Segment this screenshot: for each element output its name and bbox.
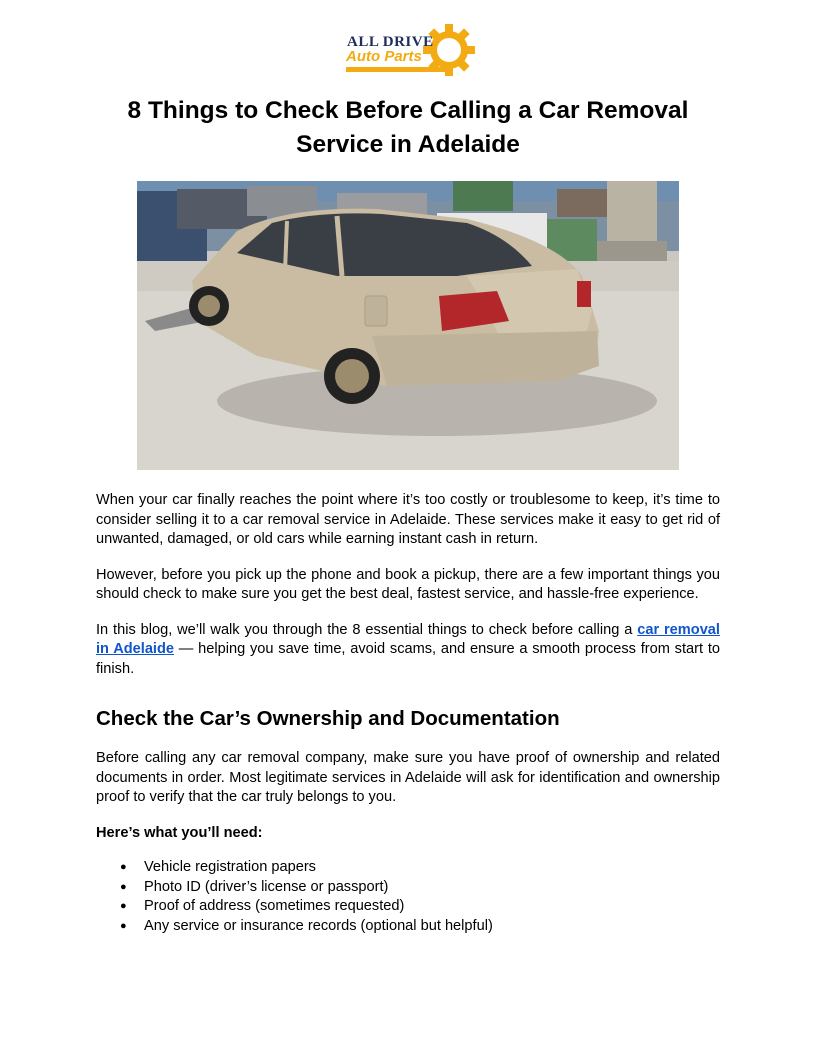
page-title: 8 Things to Check Before Calling a Car Removal Service in Adelaide	[127, 97, 689, 158]
car-photo	[137, 181, 679, 470]
list-item: ● Photo ID (driver’s license or passport)	[144, 878, 720, 898]
needs-label: Here’s what you’ll need:	[96, 824, 263, 841]
section-heading-ownership: Check the Car’s Ownership and Documentation	[96, 707, 560, 730]
logo-line1: ALL DRIVE	[347, 34, 434, 50]
logo	[340, 22, 475, 82]
needs-list	[96, 858, 720, 936]
car-photo-illustration	[137, 181, 679, 470]
article-body	[96, 491, 720, 936]
intro-paragraph-1: When your car finally reaches the point where it’s too costly or troublesome to keep, it’s time to consider selling it to a car removal service in Adelaide. These services make it easy to get rid of unwanted, damaged, or old cars while earning instant cash in return.	[96, 492, 720, 547]
intro-p3-before: In this blog, we’ll walk you through the 8 essential things to check before calling a	[96, 621, 638, 638]
logo-tagline-bar	[346, 67, 450, 72]
intro-paragraph-2: However, before you pick up the phone and book a pickup, there are a few important things you should check to make sure you get the best deal, fastest service, and hassle-free experience.	[96, 566, 720, 602]
list-item: ● Proof of address (sometimes requested)	[144, 897, 720, 917]
section-ownership-body: Before calling any car removal company, make sure you have proof of ownership and related documents in order. Most legitimate services in Adelaide will ask for identification and ownership proof to verify that the car truly belongs to you.	[96, 750, 720, 805]
car-removal-link[interactable]: car removal in Adelaide	[96, 621, 720, 657]
list-item: ● Vehicle registration papers	[144, 858, 720, 878]
intro-paragraph-3	[96, 621, 720, 680]
list-item: ● Any service or insurance records (optional but helpful)	[144, 917, 720, 937]
logo-line2: Auto Parts	[346, 48, 422, 65]
intro-p3-after: — helping you save time, avoid scams, and ensure a smooth process from start to finish.	[96, 641, 721, 677]
